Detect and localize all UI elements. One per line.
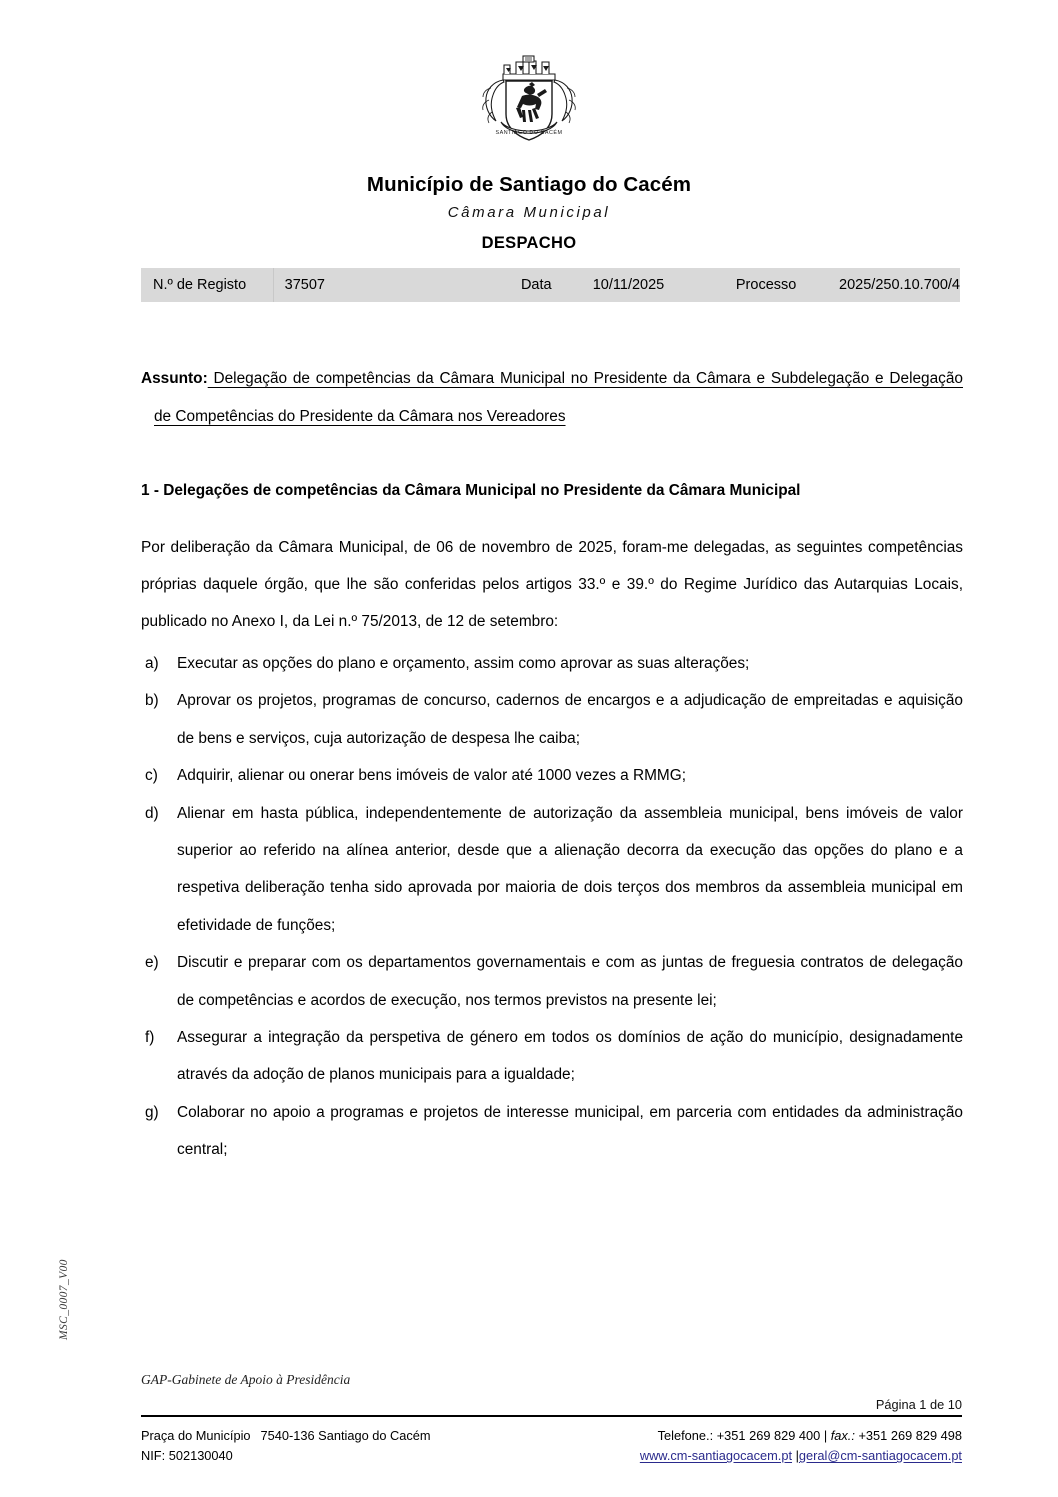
footer-department: GAP-Gabinete de Apoio à Presidência — [141, 1372, 351, 1387]
footer-fax-value: +351 269 829 498 — [858, 1428, 962, 1444]
list-item-marker: a) — [145, 654, 159, 672]
list-item — [141, 1019, 963, 1094]
footer-separator: | — [823, 1428, 828, 1444]
subject-text: Delegação de competências da Câmara Municipal no Presidente da Câmara e Subdelegação e Delegação de Competências do Presidente da Câmara nos Vereadores — [154, 370, 963, 425]
section-heading-1: 1 - Delegações de competências da Câmara Municipal no Presidente da Câmara Municipal — [141, 482, 801, 500]
list-item — [141, 1094, 963, 1169]
list-item-text: Colaborar no apoio a programas e projetos de interesse municipal, em parceria com entidades da administração central; — [177, 1103, 963, 1159]
list-item-marker: g) — [145, 1103, 159, 1121]
organization-title: Município de Santiago do Cacém — [366, 173, 692, 196]
document-footer — [141, 1372, 962, 1466]
list-item — [141, 682, 963, 757]
list-item-text: Adquirir, alienar ou onerar bens imóveis de valor até 1000 vezes a RMMG; — [177, 767, 687, 785]
organization-subtitle: Câmara Municipal — [447, 204, 611, 221]
document-body — [141, 360, 963, 1169]
document-type-title: DESPACHO — [481, 234, 577, 252]
footer-email-link[interactable]: geral@cm-santiagocacem.pt — [798, 1448, 962, 1464]
footer-divider — [141, 1415, 962, 1417]
footer-fax-label: fax.: — [830, 1428, 855, 1444]
footer-address — [141, 1426, 431, 1466]
registry-number-label: N.º de Registo — [153, 277, 247, 293]
list-item-marker: d) — [145, 804, 159, 822]
list-item-text: Aprovar os projetos, programas de concurso, cadernos de encargos e a adjudicação de empreitadas e aquisição de bens e serviços, cuja autorização de despesa lhe caiba; — [177, 692, 963, 747]
footer-website-link[interactable]: www.cm-santiagocacem.pt — [639, 1448, 793, 1464]
subject-line — [141, 360, 963, 435]
intro-paragraph: Por deliberação da Câmara Municipal, de 06 de novembro de 2025, foram-me delegadas, as seguintes competências próprias daquele órgão, que lhe são conferidas pelos artigos 33.º e 39.º do Regime Jurídico das Autarquias Locais, publicado no Anexo I, da Lei n.º 75/2013, de 12 de setembro: — [141, 538, 963, 631]
registry-process-label: Processo — [735, 277, 797, 293]
delegated-powers-list — [141, 645, 963, 1169]
list-item-text: Discutir e preparar com os departamentos governamentais e com as juntas de freguesia contratos de delegação de competências e acordos de execução, nos termos previstos na presente lei; — [177, 954, 963, 1009]
list-item — [141, 944, 963, 1019]
list-item — [141, 757, 963, 794]
registry-date-value: 10/11/2025 — [592, 277, 665, 293]
list-item — [141, 795, 963, 945]
footer-contacts — [640, 1426, 962, 1466]
footer-contact-block — [141, 1426, 962, 1466]
list-item — [141, 645, 963, 682]
list-item-text: Executar as opções do plano e orçamento, assim como aprovar as suas alterações; — [177, 654, 750, 672]
subject-label: Assunto: — [141, 370, 208, 387]
svg-text:SANTIAGO DO CACÉM: SANTIAGO DO CACÉM — [495, 130, 563, 136]
footer-postal-city: 7540-136 Santiago do Cacém — [260, 1428, 431, 1444]
list-item-marker: e) — [145, 954, 159, 972]
footer-address-line-1 — [141, 1426, 431, 1446]
document-code-vertical: MSC_0007_V00 — [58, 1259, 70, 1340]
footer-phone-label: Telefone.: — [657, 1428, 714, 1444]
registry-bar — [141, 268, 960, 302]
footer-phone-value: +351 269 829 400 — [716, 1428, 821, 1444]
footer-page-indicator: Página 1 de 10 — [875, 1397, 962, 1412]
footer-nif: NIF: 502130040 — [141, 1448, 233, 1464]
list-item-text: Assegurar a integração da perspetiva de género em todos os domínios de ação do município, designadamente através da adoção de planos municipais para a igualdade; — [177, 1029, 963, 1084]
registry-number-value: 37507 — [273, 268, 521, 302]
footer-street: Praça do Município — [141, 1428, 251, 1444]
list-item-text: Alienar em hasta pública, independentemente de autorização da assembleia municipal, bens imóveis de valor superior ao referido na alínea anterior, desde que a alienação decorra da execução das opções do plano e a respetiva deliberação tenha sido aprovada por maioria de dois terços dos membros da assembleia municipal em efetividade de funções; — [177, 804, 963, 934]
coat-of-arms-icon — [473, 44, 585, 156]
registry-process-value: 2025/250.10.700/4 — [839, 277, 960, 293]
registry-date-label: Data — [520, 277, 552, 293]
footer-phone-line — [640, 1426, 962, 1446]
list-item-marker: b) — [145, 692, 159, 710]
document-header — [0, 0, 1058, 221]
footer-web-line: www.cm-santiagocacem.pt |geral@cm-santiagocacem.pt — [639, 1448, 962, 1464]
list-item-marker: c) — [145, 767, 158, 785]
list-item-marker: f) — [145, 1029, 155, 1047]
